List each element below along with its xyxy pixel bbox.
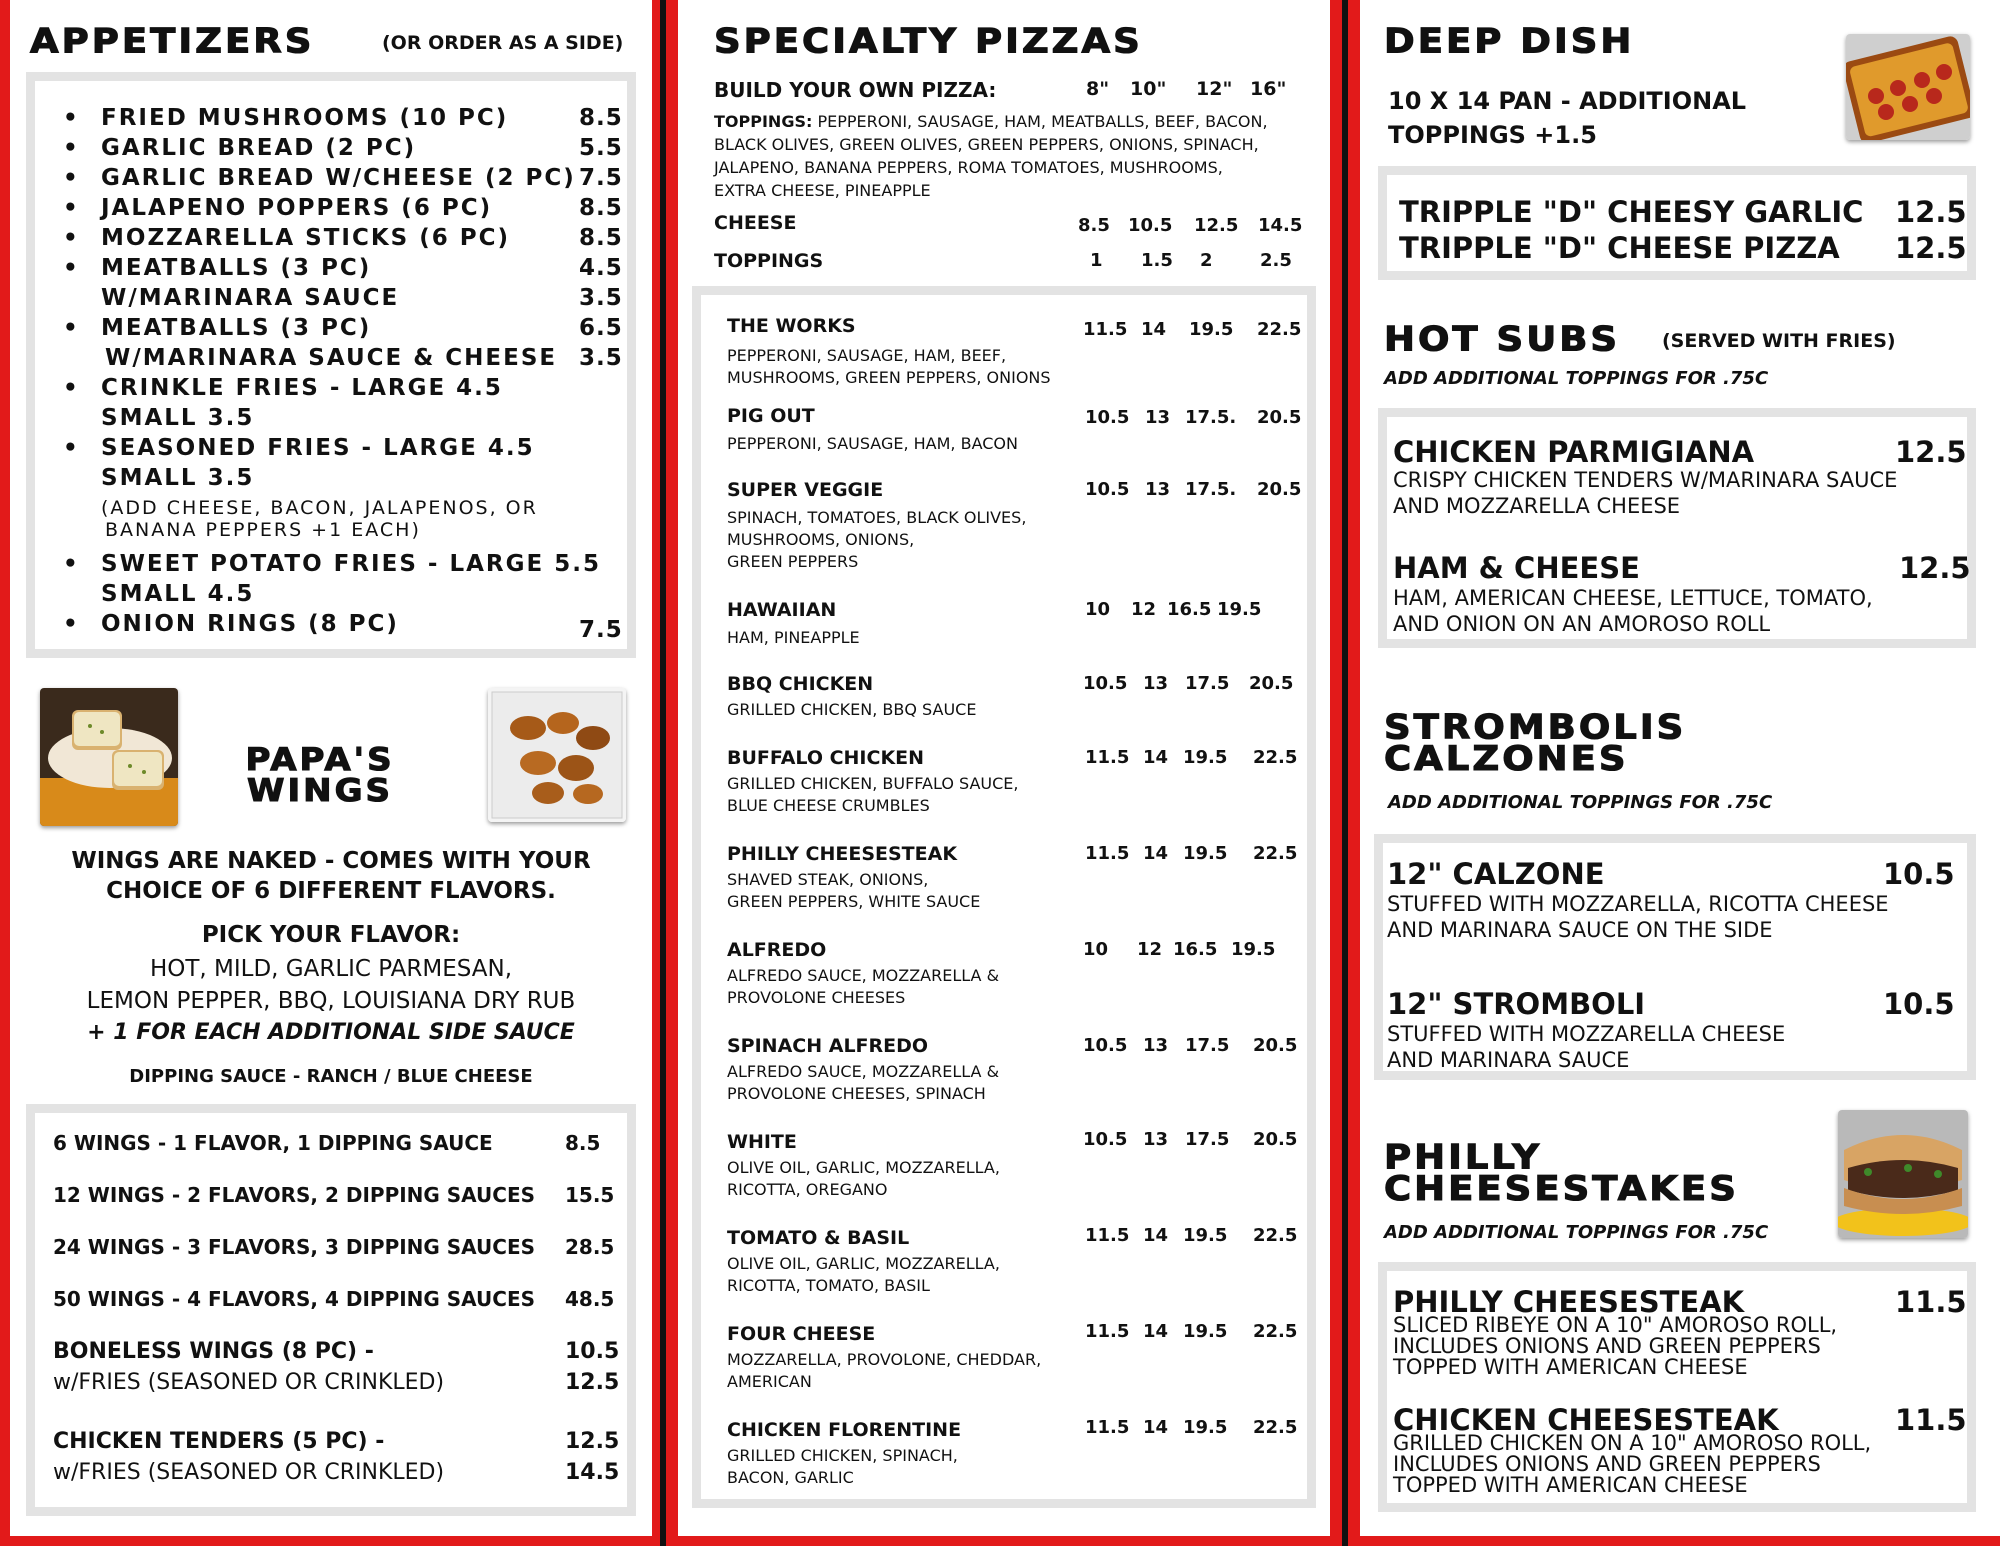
wings-desc-line2: CHOICE OF 6 DIFFERENT FLAVORS.	[106, 878, 556, 904]
pizza-name: WHITE	[727, 1131, 797, 1153]
cheesesteak-photo	[1838, 1110, 1968, 1238]
pizza-name: FOUR CHEESE	[727, 1323, 876, 1345]
item-price: 7.5	[579, 617, 623, 643]
middle-panel	[666, 0, 1342, 1546]
pizza-desc: SHAVED STEAK, ONIONS, GREEN PEPPERS, WHITE SAUCE	[727, 870, 981, 911]
pizza-desc: OLIVE OIL, GARLIC, MOZZARELLA, RICOTTA, TOMATO, BASIL	[727, 1254, 1000, 1295]
item-price: 6.5	[579, 315, 623, 341]
right-panel-inner	[1360, 0, 2000, 1536]
pizza-desc: GRILLED CHICKEN, BUFFALO SAUCE, BLUE CHEESE CRUMBLES	[727, 774, 1019, 815]
pizza-name: CHICKEN FLORENTINE	[727, 1419, 962, 1441]
deep-dish-box	[1378, 166, 1976, 280]
item-price: 7.5	[579, 165, 623, 191]
middle-panel-inner: SPECIALTY PIZZAS BUILD YOUR OWN PIZZA: 8" 10" 12" 16" TOPPINGS: PEPPERONI, SAUSAGE, HAM, MEATBALLS, BEEF, BACON, BLACK OLIVES, GREEN OLIVES, GREEN PEPPERS, ONIONS, SPINACH, JALAPENO, BANANA PEPPERS, ROMA TOMATOES, MUSHROOMS, EXTRA CHEESE, PINEAPPLE CHEESE 8.5 10.5 12.5 14.5 TOPPINGS 1 1.5 2 2.5 THE WORKS PEPPERONI, SAUSAGE, HAM, BEEF, MUSHROOMS, GREEN PEPPERS, ONIONS 11.5 14 19.5 22.5 PIG OUT PEPPERONI, SAUSAGE, HAM, BACON 10.5 13 17.5. 20.5 SUPER VEGGIE SPINACH, TOMATOES, BLACK OLIVES, MUSHROOMS, ONIONS, GREEN PEPPERS 10.5 13 17.5. 20.5 HAWAIIAN HAM, PINEAPPLE 10 12 16.5 19.5 BBQ CHICKEN GRILLED CHICKEN, BBQ SAUCE 10.5 13 17.5 20.5 BUFFALO CHICKEN GRILLED CHICKEN, BUFFALO SAUCE, BLUE CHEESE CRUMBLES 11.5 14 19.5 22.5 PHILLY CHEESESTEAK SHAVED STEAK, ONIONS, GREEN PEPPERS, WHITE SAUCE 11.5 14 19.5 22.5 ALFREDO ALFREDO SAUCE, MOZZARELLA & PROVOLONE CHEESES 10 12 16.5 19.5 SPINACH ALFREDO ALFREDO SAUCE, MOZZARELLA & PROVOLONE CHEESES, SPINACH 10.5 13 17.5 20.5 WHITE OLIVE OIL, GARLIC, MOZZARELLA, RICOTTA, OREGANO 10.5 13 17.5 20.5 TOMATO & BASIL OLIVE OIL, GARLIC, MOZZARELLA, RICOTTA, TOMATO, BASIL 11.5 14 19.5 22.5 FOUR CHEESE MOZZARELLA, PROVOLONE, CHEDDAR, AMERICAN 11.5 14 19.5 22.5 CHICKEN FLORENTINE GRILLED CHICKEN, SPINACH, BACON, GARLIC 11.5 14 19.5 22.5	[678, 0, 1330, 1536]
deep-dish-title: DEEP DISH	[1384, 21, 1635, 61]
cheesesteak-name: PHILLY CHEESESTEAK	[1393, 1285, 1745, 1319]
item-price: 10.5	[1883, 987, 1955, 1021]
item-price: 8.5	[579, 225, 623, 251]
appetizer-note: (ADD CHEESE, BACON, JALAPENOS, OR	[101, 497, 538, 519]
item-price: 11.5	[1895, 1403, 1967, 1437]
wings-flavors-line2: LEMON PEPPER, BBQ, LOUISIANA DRY RUB	[86, 988, 576, 1014]
strombolis-note: ADD ADDITIONAL TOPPINGS FOR .75C	[1388, 792, 1773, 813]
item-price: 12.5	[1899, 551, 1971, 585]
pizza-desc: MOZZARELLA, PROVOLONE, CHEDDAR, AMERICAN	[727, 1350, 1042, 1391]
cheesesteak-name: CHICKEN CHEESESTEAK	[1393, 1403, 1779, 1437]
strombolis-box	[1374, 834, 1976, 1080]
pizza-desc: OLIVE OIL, GARLIC, MOZZARELLA, RICOTTA, OREGANO	[727, 1158, 1000, 1199]
wings-dipping: DIPPING SAUCE - RANCH / BLUE CHEESE	[129, 1066, 533, 1087]
calzone-name: 12" CALZONE	[1387, 857, 1605, 891]
item-price: 8.5	[579, 195, 623, 221]
cheesesteak-desc: GRILLED CHICKEN ON A 10" AMOROSO ROLL, INCLUDES ONIONS AND GREEN PEPPERS TOPPED WITH AMERICAN CHEESE	[1393, 1431, 1872, 1497]
pizza-desc: ALFREDO SAUCE, MOZZARELLA & PROVOLONE CHEESES	[727, 966, 1000, 1007]
deep-dish-photo	[1846, 34, 1970, 140]
deep-dish-item: TRIPPLE "D" CHEESE PIZZA	[1399, 231, 1840, 265]
hot-subs-title: HOT SUBS	[1384, 319, 1621, 359]
item-price: 10.5	[1883, 857, 1955, 891]
strombolis-title: STROMBOLIS CALZONES	[1384, 707, 1687, 779]
pizza-name: SUPER VEGGIE	[727, 479, 884, 501]
appetizers-title: APPETIZERS	[30, 21, 315, 61]
wings-desc-line1: WINGS ARE NAKED - COMES WITH YOUR	[71, 848, 591, 874]
right-panel	[1348, 0, 2000, 1546]
toppings-list: TOPPINGS: PEPPERONI, SAUSAGE, HAM, MEATBALLS, BEEF, BACON, BLACK OLIVES, GREEN OLIVES, GREEN PEPPERS, ONIONS, SPINACH, JALAPENO, BANANA PEPPERS, ROMA TOMATOES, MUSHROOMS, EXTRA CHEESE, PINEAPPLE	[714, 112, 1268, 200]
item-price: 12.5	[1895, 195, 1967, 229]
pizza-name: THE WORKS	[727, 315, 856, 337]
deep-dish-desc: 10 X 14 PAN - ADDITIONAL TOPPINGS +1.5	[1388, 87, 1747, 149]
hot-subs-box	[1378, 408, 1976, 648]
wings-flavors-line1: HOT, MILD, GARLIC PARMESAN,	[149, 956, 513, 982]
item-price: 12.5	[1895, 435, 1967, 469]
sub-name: HAM & CHEESE	[1393, 551, 1640, 585]
item-price: 5.5	[579, 135, 623, 161]
pizza-desc: GRILLED CHICKEN, BBQ SAUCE	[727, 700, 977, 719]
calzone-desc: STUFFED WITH MOZZARELLA, RICOTTA CHEESE AND MARINARA SAUCE ON THE SIDE	[1387, 892, 1889, 942]
pizza-name: ALFREDO	[727, 939, 827, 961]
sub-desc: HAM, AMERICAN CHEESE, LETTUCE, TOMATO, AND ONION ON AN AMOROSO ROLL	[1393, 586, 1873, 636]
cheesesteak-desc: SLICED RIBEYE ON A 10" AMOROSO ROLL, INCLUDES ONIONS AND GREEN PEPPERS TOPPED WITH AMERICAN CHEESE	[1393, 1313, 1838, 1379]
cheese-row: CHEESE	[714, 212, 797, 234]
item-price: 11.5	[1895, 1285, 1967, 1319]
pizza-desc: GRILLED CHICKEN, SPINACH, BACON, GARLIC	[727, 1446, 958, 1487]
pizza-desc: PEPPERONI, SAUSAGE, HAM, BACON	[727, 434, 1018, 453]
wings-photo	[488, 688, 626, 822]
pizza-name: TOMATO & BASIL	[727, 1227, 910, 1249]
pizza-desc: HAM, PINEAPPLE	[727, 628, 860, 647]
sub-desc: CRISPY CHICKEN TENDERS W/MARINARA SAUCE AND MOZZARELLA CHEESE	[1393, 468, 1898, 518]
sub-name: CHICKEN PARMIGIANA	[1393, 435, 1755, 469]
wings-title: PAPA'S WINGS	[245, 741, 395, 810]
deep-dish-item: TRIPPLE "D" CHEESY GARLIC	[1399, 195, 1864, 229]
stromboli-desc: STUFFED WITH MOZZARELLA CHEESE AND MARINARA SAUCE	[1387, 1022, 1786, 1072]
pizza-name: PIG OUT	[727, 405, 815, 427]
appetizers-subtitle: (OR ORDER AS A SIDE)	[382, 32, 624, 54]
pizza-name: HAWAIIAN	[727, 599, 837, 621]
item-price: 3.5	[579, 345, 623, 371]
byo-label: BUILD YOUR OWN PIZZA:	[714, 78, 997, 102]
pizza-name: BBQ CHICKEN	[727, 673, 874, 695]
wings-extra: + 1 FOR EACH ADDITIONAL SIDE SAUCE	[87, 1020, 575, 1045]
philly-title: PHILLY CHEESESTAKES	[1384, 1137, 1739, 1209]
item-price: 3.5	[579, 285, 623, 311]
left-panel	[0, 0, 660, 1546]
item-price: 12.5	[1895, 231, 1967, 265]
pizza-desc: ALFREDO SAUCE, MOZZARELLA & PROVOLONE CHEESES, SPINACH	[727, 1062, 1000, 1103]
wings-pick: PICK YOUR FLAVOR:	[201, 922, 461, 948]
toppings-row: TOPPINGS	[714, 250, 824, 272]
pizza-name: PHILLY CHEESESTEAK	[727, 843, 958, 865]
item-price: 4.5	[579, 255, 623, 281]
left-panel-inner	[10, 0, 652, 1536]
wings-box: 6 WINGS - 1 FLAVOR, 1 DIPPING SAUCE 8.5 12 WINGS - 2 FLAVORS, 2 DIPPING SAUCES 15.5 24 WINGS - 3 FLAVORS, 3 DIPPING SAUCES 28.5 50 WINGS - 4 FLAVORS, 4 DIPPING SAUCES 48.5 BONELESS WINGS (8 PC) - 10.5 w/FRIES (SEASONED OR CRINKLED) 12.5 CHICKEN TENDERS (5 PC) - 12.5 w/FRIES (SEASONED OR CRINKLED) 14.5	[26, 1104, 636, 1516]
hot-subs-note: ADD ADDITIONAL TOPPINGS FOR .75C	[1384, 368, 1769, 389]
pizzas-box: THE WORKS PEPPERONI, SAUSAGE, HAM, BEEF, MUSHROOMS, GREEN PEPPERS, ONIONS 11.5 14 19.5 22.5 PIG OUT PEPPERONI, SAUSAGE, HAM, BACON 10.5 13 17.5. 20.5 SUPER VEGGIE SPINACH, TOMATOES, BLACK OLIVES, MUSHROOMS, ONIONS, GREEN PEPPERS 10.5 13 17.5. 20.5 HAWAIIAN HAM, PINEAPPLE 10 12 16.5 19.5 BBQ CHICKEN GRILLED CHICKEN, BBQ SAUCE 10.5 13 17.5 20.5 BUFFALO CHICKEN GRILLED CHICKEN, BUFFALO SAUCE, BLUE CHEESE CRUMBLES 11.5 14 19.5 22.5 PHILLY CHEESESTEAK SHAVED STEAK, ONIONS, GREEN PEPPERS, WHITE SAUCE 11.5 14 19.5 22.5 ALFREDO ALFREDO SAUCE, MOZZARELLA & PROVOLONE CHEESES 10 12 16.5 19.5 SPINACH ALFREDO ALFREDO SAUCE, MOZZARELLA & PROVOLONE CHEESES, SPINACH 10.5 13 17.5 20.5 WHITE OLIVE OIL, GARLIC, MOZZARELLA, RICOTTA, OREGANO 10.5 13 17.5 20.5 TOMATO & BASIL OLIVE OIL, GARLIC, MOZZARELLA, RICOTTA, TOMATO, BASIL 11.5 14 19.5 22.5 FOUR CHEESE MOZZARELLA, PROVOLONE, CHEDDAR, AMERICAN 11.5 14 19.5 22.5 CHICKEN FLORENTINE GRILLED CHICKEN, SPINACH, BACON, GARLIC 11.5 14 19.5 22.5	[692, 286, 1316, 1508]
pizza-name: BUFFALO CHICKEN	[727, 747, 925, 769]
pizza-desc: PEPPERONI, SAUSAGE, HAM, BEEF, MUSHROOMS, GREEN PEPPERS, ONIONS	[727, 346, 1051, 387]
appetizers-box: • FRIED MUSHROOMS (10 PC) 8.5 • GARLIC BREAD (2 PC) 5.5 • GARLIC BREAD W/CHEESE (2 PC) 7.5 • JALAPENO POPPERS (6 PC) 8.5 • MOZZARELLA STICKS (6 PC) 8.5 • MEATBALLS (3 PC) 4.5 W/MARINARA SAUCE 3.5 • MEATBALLS (3 PC) 6.5 W/MARINARA SAUCE & CHEESE 3.5 • CRINKLE FRIES - LARGE 4.5 SMALL 3.5 • SEASONED FRIES - LARGE 4.5 SMALL 3.5 (ADD CHEESE, BACON, JALAPENOS, OR BANANA PEPPERS +1 EACH) • SWEET POTATO FRIES - LARGE 5.5 SMALL 4.5 • ONION RINGS (8 PC) 7.5	[26, 72, 636, 658]
stromboli-name: 12" STROMBOLI	[1387, 987, 1646, 1021]
pizza-desc: SPINACH, TOMATOES, BLACK OLIVES, MUSHROOMS, ONIONS, GREEN PEPPERS	[727, 508, 1027, 571]
appetizer-note: BANANA PEPPERS +1 EACH)	[105, 519, 421, 541]
philly-note: ADD ADDITIONAL TOPPINGS FOR .75C	[1384, 1222, 1769, 1243]
item-price: 8.5	[579, 105, 623, 131]
pizza-name: SPINACH ALFREDO	[727, 1035, 929, 1057]
pizzas-title: SPECIALTY PIZZAS	[714, 21, 1143, 61]
philly-box	[1378, 1262, 1976, 1512]
garlic-bread-photo	[40, 688, 178, 826]
hot-subs-subtitle: (SERVED WITH FRIES)	[1662, 330, 1896, 352]
